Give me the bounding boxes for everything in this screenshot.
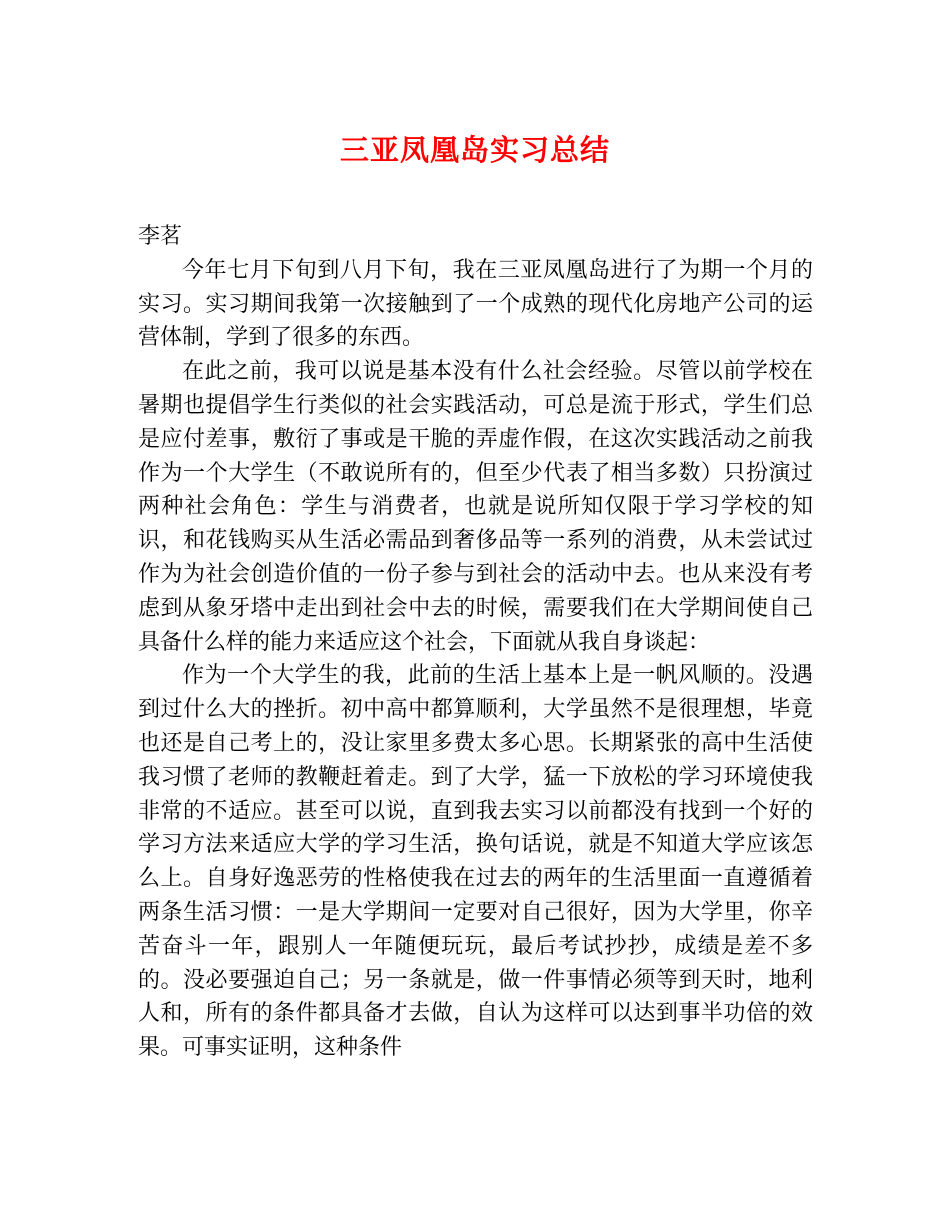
- paragraph-2: 在此之前，我可以说是基本没有什么社会经验。尽管以前学校在暑期也提倡学生行类似的社会实践活动，可总是流于形式，学生们总是应付差事，敷衍了事或是干脆的弄虚作假，在这次实践活动之前我作为一个大学生（不敢说所有的，但至少代表了相当多数）只扮演过两种社会角色：学生与消费者，也就是说所知仅限于学习学校的知识，和花钱购买从生活必需品到奢侈品等一系列的消费，从未尝试过作为为社会创造价值的一份子参与到社会的活动中去。也从来没有考虑到从象牙塔中走出到社会中去的时候，需要我们在大学期间使自己具备什么样的能力来适应这个社会，下面就从我自身谈起：: [138, 359, 813, 655]
- paragraph-1: 今年七月下旬到八月下旬，我在三亚凤凰岛进行了为期一个月的实习。实习期间我第一次接触到了一个成熟的现代化房地产公司的运营体制，学到了很多的东西。: [138, 257, 813, 351]
- document-title: 三亚凤凰岛实习总结: [339, 133, 610, 167]
- author-name: 李茗: [138, 224, 183, 249]
- paragraph-3: 作为一个大学生的我，此前的生活上基本上是一帆风顺的。没遇到过什么大的挫折。初中高中都算顺利，大学虽然不是很理想，毕竟也还是自己考上的，没让家里多费太多心思。长期紧张的高中生活使我习惯了老师的教鞭赶着走。到了大学，猛一下放松的学习环境使我非常的不适应。甚至可以说，直到我去实习以前都没有找到一个好的学习方法来适应大学的学习生活，换句话说，就是不知道大学应该怎么上。自身好逸恶劳的性格使我在过去的两年的生活里面一直遵循着两条生活习惯：一是大学期间一定要对自己很好，因为大学里，你辛苦奋斗一年，跟别人一年随便玩玩，最后考试抄抄，成绩是差不多的。没必要强迫自己；另一条就是，做一件事情必须等到天时，地利人和，所有的条件都具备才去做，自认为这样可以达到事半功倍的效果。可事实证明，这种条件: [138, 663, 813, 1061]
- document-body: [138, 220, 813, 1065]
